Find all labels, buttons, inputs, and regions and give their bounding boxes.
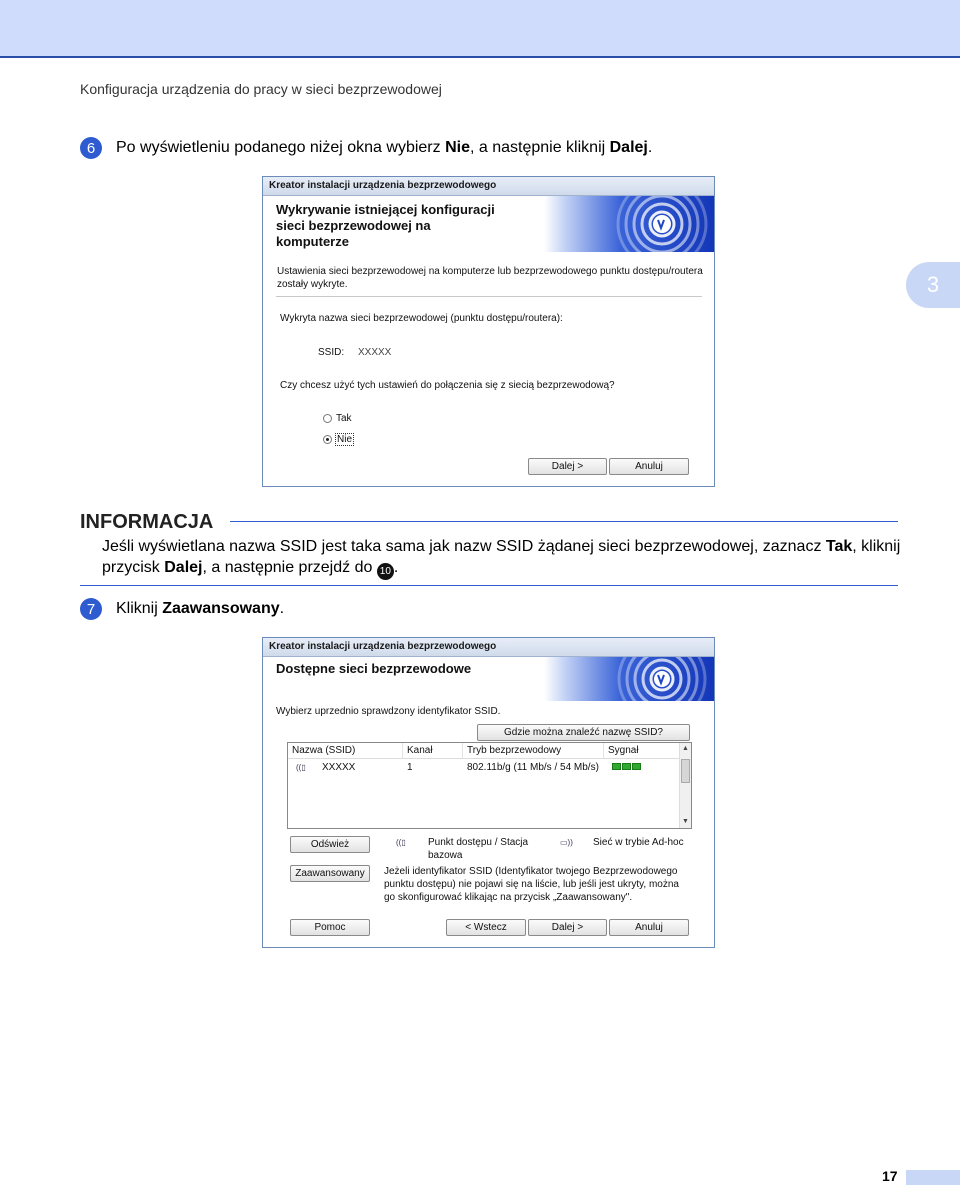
question-text: Czy chcesz użyć tych ustawień do połączenia się z siecią bezprzewodową?	[280, 380, 615, 391]
info-bottom-rule	[80, 585, 898, 586]
ssid-label: SSID:	[318, 347, 345, 358]
list-scrollbar[interactable]	[679, 743, 691, 828]
step-ref-badge: 10	[377, 563, 394, 580]
table-row[interactable]	[288, 759, 691, 775]
dialog-existing-config	[262, 176, 715, 487]
adhoc-icon: ▭))	[560, 838, 573, 847]
info-box	[80, 511, 901, 587]
scroll-thumb[interactable]	[681, 759, 690, 783]
separator	[276, 296, 702, 297]
running-header: Konfiguracja urządzenia do pracy w sieci bezprzewodowej	[80, 81, 442, 97]
step-7	[80, 598, 284, 620]
step-6	[80, 137, 652, 159]
step-number: 7	[80, 598, 102, 620]
list-header	[288, 743, 691, 759]
scroll-down-icon[interactable]: ▼	[682, 818, 689, 825]
page-number: 17	[882, 1168, 898, 1184]
column-mode[interactable]: Tryb bezprzewodowy	[463, 743, 604, 758]
radio-no-circle[interactable]	[323, 435, 332, 444]
info-text: Jeśli wyświetlana nazwa SSID jest taka sama jak nazw SSID żądanej sieci bezprzewodowej, zaznacz Tak, kliknij przycisk Dalej, a następnie przejdź do 10 .	[102, 536, 902, 580]
missing-ssid-note: Jeżeli identyfikator SSID (Identyfikator twojego Bezprzewodowego punktu dostępu) nie pojawi się na liście, lub jeśli jest ukryty, można go skonfigurować klikając na przycisk „Zaawansowany".	[384, 866, 679, 903]
dialog-description: Ustawienia sieci bezprzewodowej na komputerze lub bezprzewodowego punktu dostępu/routera zostały wykryte.	[277, 266, 703, 290]
step-number: 6	[80, 137, 102, 159]
legend-access-point: Punkt dostępu / Stacja bazowa	[428, 837, 529, 861]
page-number-bar	[906, 1170, 960, 1185]
info-title: INFORMACJA	[80, 511, 214, 533]
dialog-banner	[263, 196, 714, 252]
radio-yes-label: Tak	[336, 413, 352, 424]
cell-signal	[604, 762, 680, 773]
cell-ssid: XXXXX	[322, 761, 356, 773]
help-button[interactable]: Pomoc	[290, 919, 370, 936]
next-button[interactable]: Dalej >	[528, 919, 607, 936]
scroll-up-icon[interactable]: ▲	[682, 745, 689, 752]
access-point-icon: ((▯	[296, 762, 306, 772]
access-point-icon: ((▯	[396, 838, 406, 847]
instruction-text: Wybierz uprzednio sprawdzony identyfikator SSID.	[276, 706, 501, 717]
cancel-button[interactable]: Anuluj	[609, 458, 689, 475]
step-text: Po wyświetleniu podanego niżej okna wybierz Nie, a następnie kliknij Dalej.	[116, 139, 653, 156]
advanced-button[interactable]: Zaawansowany	[290, 865, 370, 882]
cell-channel: 1	[407, 761, 413, 773]
step-text: Kliknij Zaawansowany.	[116, 600, 285, 617]
cancel-button[interactable]: Anuluj	[609, 919, 689, 936]
wireless-logo-icon	[544, 196, 714, 252]
legend-adhoc: Sieć w trybie Ad-hoc	[593, 837, 684, 848]
radio-yes[interactable]	[323, 413, 352, 424]
dialog-heading: Dostępne sieci bezprzewodowe	[276, 661, 472, 676]
column-signal[interactable]: Sygnał	[608, 745, 639, 756]
radio-no[interactable]	[323, 434, 353, 445]
info-rule	[230, 521, 898, 522]
cell-mode: 802.11b/g (11 Mb/s / 54 Mb/s)	[467, 761, 599, 773]
radio-yes-circle[interactable]	[323, 414, 332, 423]
dialog-available-networks	[262, 637, 715, 948]
where-ssid-button[interactable]: Gdzie można znaleźć nazwę SSID?	[477, 724, 690, 741]
column-channel[interactable]: Kanał	[403, 743, 463, 758]
back-button[interactable]: < Wstecz	[446, 919, 526, 936]
column-ssid[interactable]: Nazwa (SSID)	[288, 743, 403, 758]
radio-no-label: Nie	[337, 434, 353, 445]
next-button[interactable]: Dalej >	[528, 458, 607, 475]
chapter-tab: 3	[906, 262, 960, 308]
dialog-title: Kreator instalacji urządzenia bezprzewodowego	[263, 177, 714, 196]
detected-label: Wykryta nazwa sieci bezprzewodowej (punktu dostępu/routera):	[280, 313, 563, 324]
ssid-value: XXXXX	[358, 347, 392, 358]
network-list[interactable]	[287, 742, 692, 829]
refresh-button[interactable]: Odśwież	[290, 836, 370, 853]
signal-bars-icon	[608, 763, 641, 770]
dialog-heading: Wykrywanie istniejącej konfiguracji sieci bezprzewodowej na komputerze	[276, 202, 495, 249]
top-band	[0, 0, 960, 58]
dialog-title: Kreator instalacji urządzenia bezprzewodowego	[263, 638, 714, 657]
